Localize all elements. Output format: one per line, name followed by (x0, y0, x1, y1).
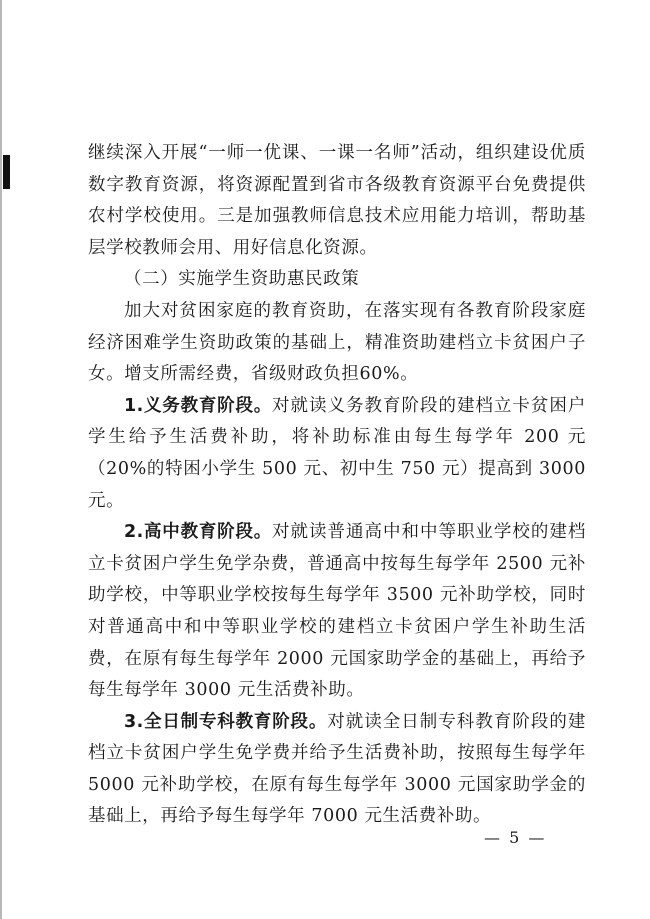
paragraph-section-intro: 加大对贫困家庭的教育资助，在落实现有各教育阶段家庭经济困难学生资助政策的基础上，精准资助建档立卡贫困户子女。增支所需经费，省级财政负担60%。 (88, 300, 586, 385)
item-3-body: 对就读全日制专科教育阶段的建档立卡贫困户学生免学费并给予生活费补助，按照每生每学年 5000 元补助学校，在原有每生每学年 3000 元国家助学金的基础上，再给予每生每学年 7000 元生活费补助。 (88, 711, 587, 827)
item-1-lead: 1.义务教育阶段。 (124, 395, 273, 416)
item-2-body: 对就读普通高中和中等职业学校的建档立卡贫困户学生免学杂费，普通高中按每生每学年 2500 元补助学校，中等职业学校按每生每学年 3500 元补助学校，同时对普通高中和中等职业学校的建档立卡贫困户学生补助生活费，在原有每生每学年 2000 元国家助学金的基础上，再给予每生每学年 3000 元生活费补助。 (88, 522, 586, 701)
paragraph-item-1 (88, 391, 586, 517)
page-number: — 5 — (484, 828, 547, 847)
paragraph-intro-tail: 继续深入开展“一师一优课、一课一名师”活动，组织建设优质数字教育资源，将资源配置到省市各级教育资源平台免费提供农村学校使用。三是加强教师信息技术应用能力培训，帮助基层学校教师会用、用好信息化资源。 (88, 143, 586, 258)
item-2-lead: 2.高中教育阶段。 (124, 522, 273, 543)
binding-mark (3, 155, 10, 189)
item-1-body: 对就读义务教育阶段的建档立卡贫困户学生给予生活费补助，将补助标准由每生每学年 200 元（20%的特困小学生 500 元、初中生 750 元）提高到 3000 元。 (88, 395, 586, 511)
section-heading: （二）实施学生资助惠民政策 (124, 269, 360, 290)
document-body (88, 138, 586, 833)
page-edge-line (0, 0, 2, 919)
paragraph-item-3 (88, 707, 586, 833)
paragraph-item-2 (88, 517, 586, 707)
item-3-lead: 3.全日制专科教育阶段。 (124, 711, 328, 732)
